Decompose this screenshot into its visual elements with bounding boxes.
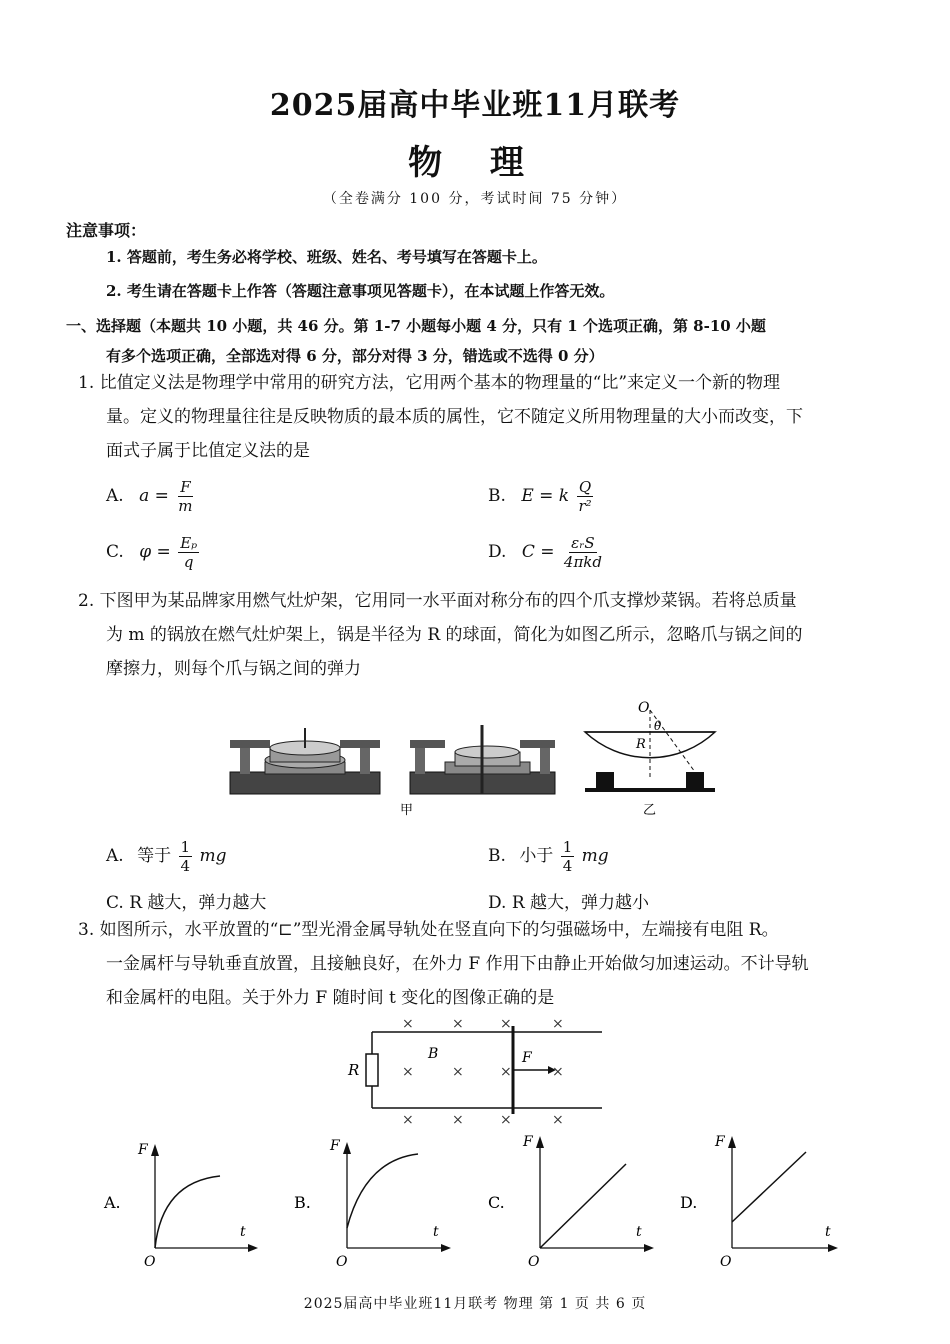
denominator: 4: [562, 857, 573, 875]
notice-item-2: 2. 考生请在答题卡上作答（答题注意事项见答题卡），在本试题上作答无效。: [106, 282, 615, 300]
label-o: O: [638, 700, 650, 716]
q2-option-a[interactable]: [106, 838, 226, 875]
axis-t: t: [825, 1224, 831, 1240]
graph-option-d[interactable]: [680, 1134, 838, 1270]
field-cross: ×: [500, 1016, 512, 1032]
axis-f: F: [330, 1138, 340, 1154]
formula-lhs: φ =: [139, 542, 171, 562]
q3-rail-figure: [340, 1012, 610, 1130]
formula-lhs: C =: [521, 542, 555, 562]
field-cross: ×: [552, 1064, 564, 1080]
option-text: 小于: [519, 846, 554, 866]
q2-line3: 摩擦力，则每个爪与锅之间的弹力: [106, 659, 361, 679]
field-cross: ×: [552, 1112, 564, 1128]
graph-label: D.: [680, 1193, 698, 1212]
q2-option-d[interactable]: D. R 越大，弹力越小: [488, 893, 650, 913]
section1-line2: 有多个选项正确，全部选对得 6 分，部分对得 3 分，错选或不选得 0 分）: [106, 347, 604, 365]
q1-option-a[interactable]: [106, 478, 197, 515]
section1-line1: 一、选择题（本题共 10 小题，共 46 分。第 1-7 小题每小题 4 分，只有 1 个选项正确，第 8-10 小题: [66, 317, 766, 335]
field-cross: ×: [452, 1016, 464, 1032]
fraction: [576, 478, 593, 515]
label-r: R: [348, 1061, 360, 1079]
q2-option-b[interactable]: [488, 838, 609, 875]
q2-figure: [220, 690, 740, 820]
option-label: C.: [106, 542, 124, 562]
q3-line3: 和金属杆的电阻。关于外力 F 随时间 t 变化的图像正确的是: [106, 988, 555, 1008]
stove-jia-1: [230, 728, 380, 794]
field-cross: ×: [552, 1016, 564, 1032]
axis-f: F: [715, 1134, 725, 1150]
graph-option-a[interactable]: [103, 1142, 258, 1270]
graph-label: C.: [488, 1193, 505, 1212]
q2-option-c[interactable]: C. R 越大，弹力越大: [106, 893, 267, 913]
q2-line2: 为 m 的锅放在燃气灶炉架上，锅是半径为 R 的球面，简化为如图乙所示，忽略爪与锅之间的: [106, 625, 803, 645]
graph-label: B.: [294, 1193, 311, 1212]
q3-line2: 一金属杆与导轨垂直放置，且接触良好，在外力 F 作用下由静止开始做匀加速运动。不计导轨: [106, 954, 809, 974]
option-label: B.: [488, 846, 506, 866]
q1-option-c[interactable]: [106, 534, 201, 571]
fraction: [561, 838, 575, 875]
axis-t: t: [636, 1224, 642, 1240]
resistor: [366, 1054, 378, 1086]
axis-origin: O: [144, 1254, 156, 1270]
fraction: [176, 478, 194, 515]
option-label: A.: [106, 846, 124, 866]
numerator: 1: [562, 838, 573, 856]
fraction: [562, 534, 604, 571]
denominator: q: [183, 553, 194, 571]
denominator: 4: [180, 857, 191, 875]
subject-title: 物 理: [408, 143, 542, 183]
field-cross: ×: [402, 1112, 414, 1128]
field-cross: ×: [500, 1064, 512, 1080]
notice-heading: 注意事项：: [66, 221, 147, 240]
option-label: D.: [488, 542, 507, 562]
q3-graphs: [100, 1130, 860, 1270]
label-b: B: [428, 1046, 439, 1062]
option-unit: mg: [199, 846, 227, 866]
option-label: B.: [488, 486, 506, 506]
denominator: m: [178, 497, 193, 515]
field-cross: ×: [500, 1112, 512, 1128]
notice-item-1: 1. 答题前，考生务必将学校、班级、姓名、考号填写在答题卡上。: [106, 248, 547, 266]
label-theta: θ: [654, 719, 662, 733]
label-yi: 乙: [643, 803, 657, 818]
fraction: [178, 534, 199, 571]
numerator: F: [180, 478, 191, 496]
q3-line1: 3. 如图所示，水平放置的“⊏”型光滑金属导轨处在竖直向下的匀强磁场中，左端接有电阻 R。: [78, 920, 779, 940]
formula-lhs: E = k: [521, 486, 570, 506]
axis-f: F: [523, 1134, 533, 1150]
page-footer: 2025届高中毕业班11月联考 物理 第 1 页 共 6 页: [303, 1296, 647, 1312]
graph-label: A.: [104, 1193, 121, 1212]
label-jia: 甲: [400, 803, 414, 818]
exam-title: 2025届高中毕业班11月联考: [269, 88, 681, 123]
axis-t: t: [433, 1224, 439, 1240]
field-cross: ×: [452, 1064, 464, 1080]
axis-origin: O: [528, 1254, 540, 1270]
graph-option-b[interactable]: [294, 1138, 451, 1270]
numerator: Q: [578, 478, 592, 496]
axis-origin: O: [336, 1254, 348, 1270]
q1-option-d[interactable]: [488, 534, 606, 571]
exam-note: （全卷满分 100 分，考试时间 75 分钟）: [322, 191, 628, 207]
label-f: F: [522, 1050, 532, 1066]
option-unit: mg: [581, 846, 609, 866]
field-cross: ×: [452, 1112, 464, 1128]
numerator: Eₚ: [180, 534, 198, 552]
q1-line3: 面式子属于比值定义法的是: [106, 441, 310, 461]
q1-option-b[interactable]: [488, 478, 596, 515]
stove-jia-2: [410, 725, 555, 794]
option-text: 等于: [137, 846, 172, 866]
label-r: R: [636, 737, 646, 752]
graph-option-c[interactable]: [488, 1134, 654, 1270]
q1-line1: 1. 比值定义法是物理学中常用的研究方法，它用两个基本的物理量的“比”来定义一个新的物理: [78, 373, 781, 393]
q2-line1: 2. 下图甲为某品牌家用燃气灶炉架，它用同一水平面对称分布的四个爪支撑炒菜锅。若将总质量: [78, 591, 797, 611]
axis-f: F: [138, 1142, 148, 1158]
axis-origin: O: [720, 1254, 732, 1270]
numerator: 1: [180, 838, 191, 856]
formula-lhs: a =: [139, 486, 169, 506]
q1-line2: 量。定义的物理量往往是反映物质的最本质的属性，它不随定义所用物理量的大小而改变，下: [106, 407, 803, 427]
option-label: A.: [106, 486, 124, 506]
denominator: 4πkd: [563, 553, 602, 571]
field-cross: ×: [402, 1016, 414, 1032]
pot-diagram-yi: [585, 700, 715, 818]
axis-t: t: [240, 1224, 246, 1240]
denominator: r²: [578, 497, 592, 515]
field-cross: ×: [402, 1064, 414, 1080]
fraction: [179, 838, 193, 875]
numerator: εᵣS: [571, 534, 595, 552]
